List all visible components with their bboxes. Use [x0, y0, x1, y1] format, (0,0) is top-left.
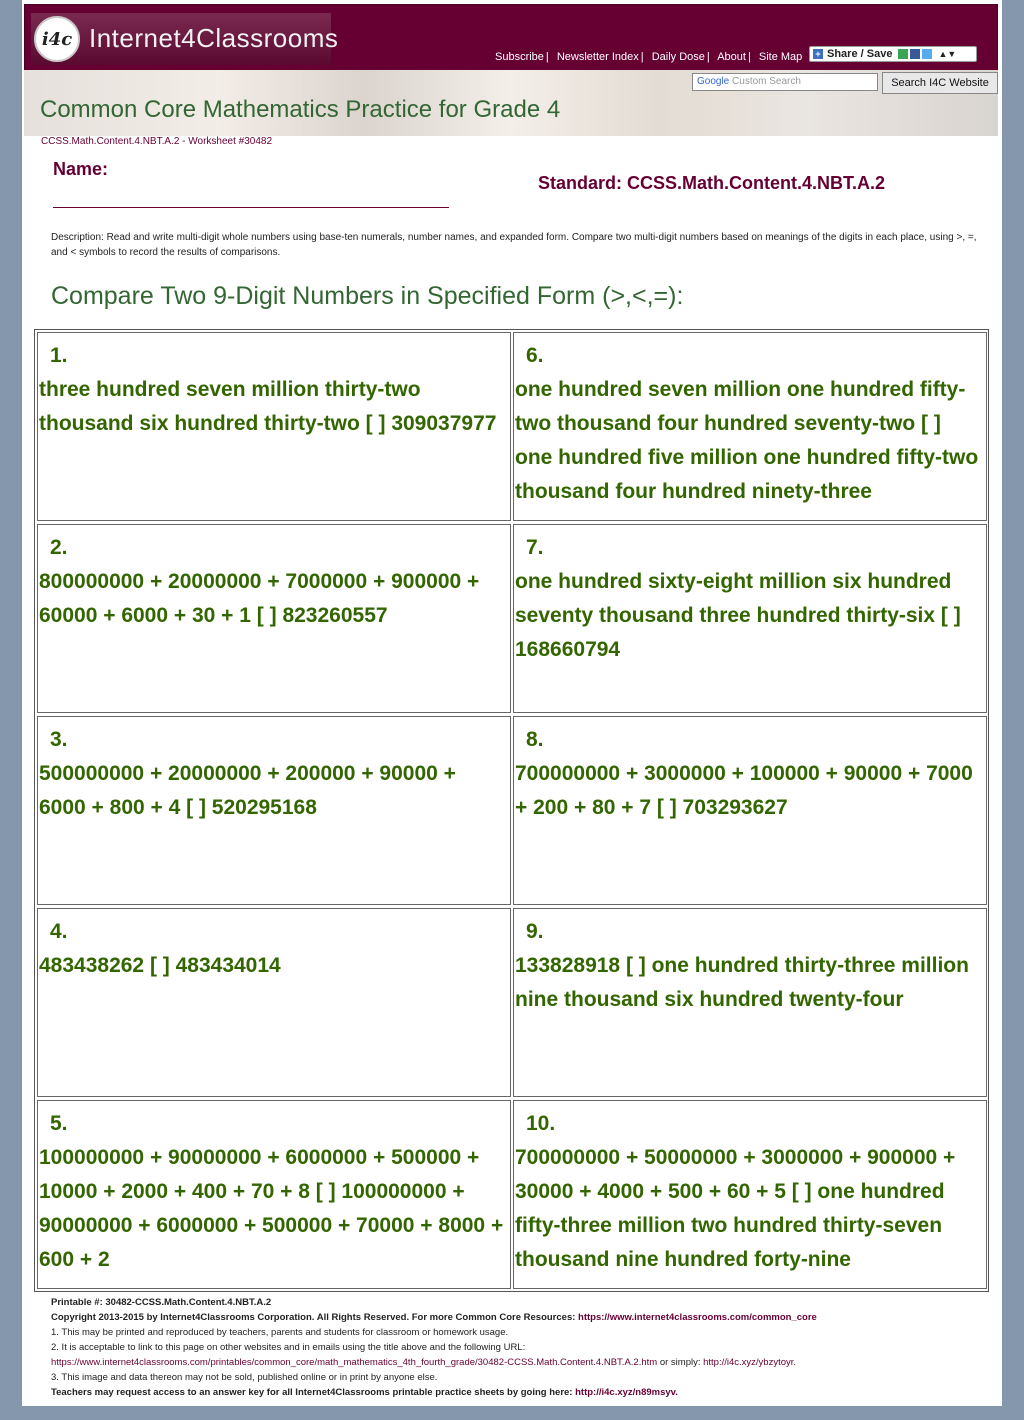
facebook-icon — [910, 49, 920, 59]
nav-subscribe[interactable]: Subscribe — [495, 51, 544, 63]
share-save-button[interactable] — [809, 46, 977, 62]
share-label: Share / Save — [827, 48, 893, 60]
usage-note-1: 1. This may be printed and reproduced by teachers, parents and students for classroom or homework usage. — [51, 1327, 509, 1338]
nav-newsletter-index[interactable]: Newsletter Index — [556, 51, 639, 63]
copyright: Copyright 2013-2015 by Internet4Classrooms Corporation. All Rights Reserved. For more Common Core Resources: https://www.internet4classrooms.com/common_core — [51, 1312, 817, 1323]
worksheet-page — [22, 0, 1002, 1406]
worksheet-url-link[interactable]: https://www.internet4classrooms.com/printables/common_core/math_mathematics_4th_fourth_grade/30482-CCSS.Math.Content.4.NBT.A.2.htm — [51, 1357, 658, 1368]
usage-note-3: 3. This image and data thereon may not be sold, published online or in print by anyone else. — [51, 1372, 438, 1383]
email-icon — [898, 49, 908, 59]
chevron-updown-icon: ▲▼ — [938, 49, 957, 59]
answer-key-note: Teachers may request access to an answer key for all Internet4Classrooms printable practice sheets by going here: http://i4c.xyz/n89msyv. — [51, 1387, 678, 1398]
printable-number: Printable #: 30482-CCSS.Math.Content.4.NBT.A.2 — [51, 1297, 272, 1308]
short-url-link[interactable]: http://i4c.xyz/ybzytoyr. — [703, 1357, 797, 1368]
name-line — [53, 207, 449, 208]
breadcrumb: CCSS.Math.Content.4.NBT.A.2 - Worksheet #30482 — [41, 136, 273, 147]
usage-note-2-url: https://www.internet4classrooms.com/printables/common_core/math_mathematics_4th_fourth_grade/30482-CCSS.Math.Content.4.NBT.A.2.htm or simply: http://i4c.xyz/ybzytoyr. — [51, 1357, 797, 1368]
usage-note-2: 2. It is acceptable to link to this page on other websites and in emails using the title above and the following URL: — [51, 1342, 526, 1353]
problem-6: 6. one hundred seven million one hundred fifty-two thousand four hundred seventy-two [ ] one hundred five million one hundred fifty-two thousand four hundred ninety-three — [513, 332, 987, 521]
top-nav: Subscribe | Newsletter Index | Daily Dose | About | Site Map — [495, 51, 803, 63]
site-logo[interactable] — [31, 13, 339, 65]
nav-about[interactable]: About — [717, 51, 746, 63]
name-label: Name: — [53, 159, 109, 179]
site-header — [24, 4, 998, 72]
problem-9: 9. 133828918 [ ] one hundred thirty-three million nine thousand six hundred twenty-four — [513, 908, 987, 1097]
problem-2: 2. 800000000 + 20000000 + 7000000 + 900000 + 60000 + 6000 + 30 + 1 [ ] 823260557 — [37, 524, 511, 713]
problem-grid — [34, 329, 989, 1292]
plus-icon: + — [813, 49, 823, 59]
problem-1: 1. three hundred seven million thirty-two thousand six hundred thirty-two [ ] 309037977 — [37, 332, 511, 521]
logo-badge-icon: i4c — [34, 16, 80, 62]
problem-8: 8. 700000000 + 3000000 + 100000 + 90000 + 7000 + 200 + 80 + 7 [ ] 703293627 — [513, 716, 987, 905]
page-title: Common Core Mathematics Practice for Grade 4 — [40, 96, 561, 123]
common-core-link[interactable]: https://www.internet4classrooms.com/common_core — [578, 1312, 817, 1323]
answer-key-link[interactable]: http://i4c.xyz/n89msyv. — [575, 1387, 678, 1398]
problem-10: 10. 700000000 + 50000000 + 3000000 + 900000 + 30000 + 4000 + 500 + 60 + 5 [ ] one hundred fifty-three million two hundred thirty-seven thousand nine hundred forty-nine — [513, 1100, 987, 1289]
standard-label: Standard: CCSS.Math.Content.4.NBT.A.2 — [538, 173, 886, 193]
nav-site-map[interactable]: Site Map — [758, 51, 803, 63]
section-title: Compare Two 9-Digit Numbers in Specified Form (>,<,=): — [51, 282, 684, 310]
logo-text: Internet4Classrooms — [89, 23, 339, 53]
footer — [51, 1295, 991, 1400]
nav-daily-dose[interactable]: Daily Dose — [651, 51, 705, 63]
share-service-icons — [898, 49, 932, 59]
problem-3: 3. 500000000 + 20000000 + 200000 + 90000 + 6000 + 800 + 4 [ ] 520295168 — [37, 716, 511, 905]
problem-7: 7. one hundred sixty-eight million six hundred seventy thousand three hundred thirty-six [ ] 168660794 — [513, 524, 987, 713]
problem-5: 5. 100000000 + 90000000 + 6000000 + 500000 + 10000 + 2000 + 400 + 70 + 8 [ ] 100000000 + 90000000 + 6000000 + 500000 + 70000 + 8000 + 600 + 2 — [37, 1100, 511, 1289]
search-input[interactable]: Google Custom Search — [692, 73, 878, 91]
search-button[interactable]: Search I4C Website — [882, 72, 998, 94]
description: Description: Read and write multi-digit whole numbers using base-ten numerals, number names, and expanded form. Compare two multi-digit numbers based on meanings of the digits in each place, using >, =, and < symbols to record the results of comparisons. — [51, 232, 977, 258]
twitter-icon — [922, 49, 932, 59]
problem-4: 4. 483438262 [ ] 483434014 — [37, 908, 511, 1097]
